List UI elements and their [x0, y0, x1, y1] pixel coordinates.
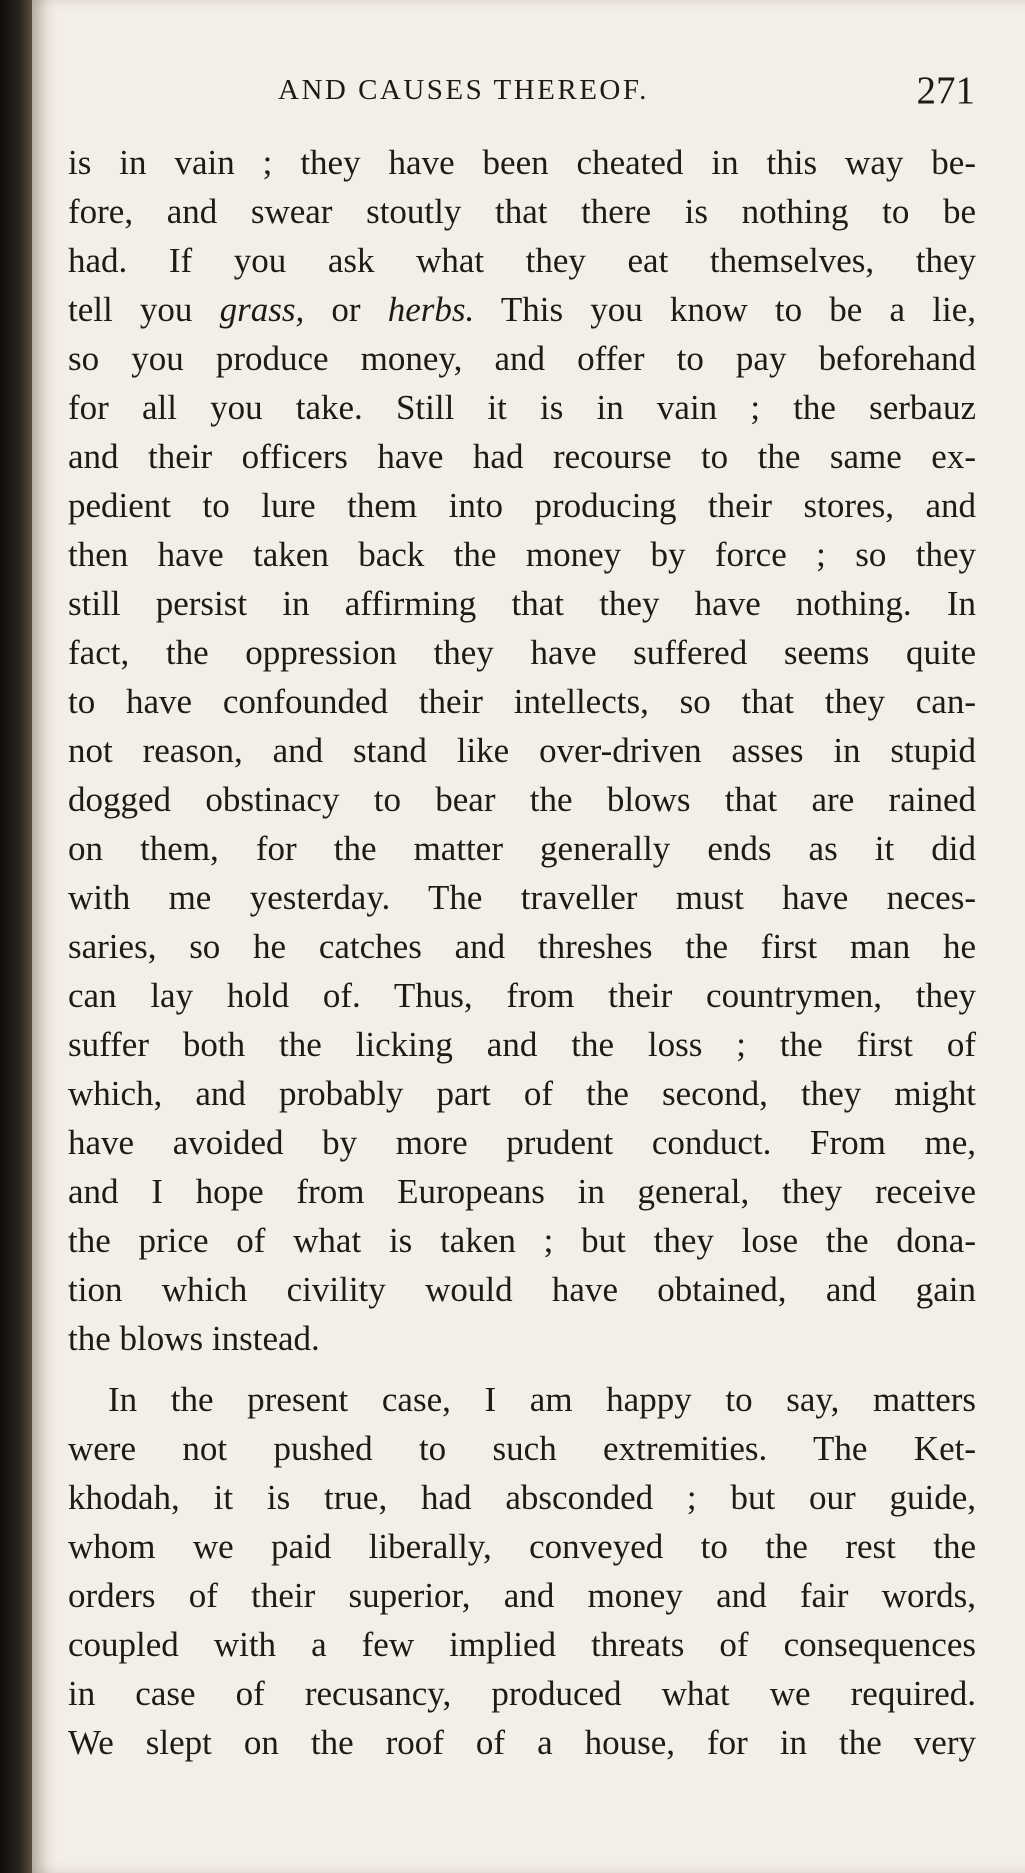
text-line: to have confounded their intellects, so that they can- — [68, 682, 976, 721]
text-line: the price of what is taken ; but they lose the dona- — [68, 1221, 976, 1260]
text-line: suffer both the licking and the loss ; the first of — [68, 1025, 976, 1064]
book-gutter — [0, 0, 32, 1873]
text-line: and I hope from Europeans in general, they receive — [68, 1172, 976, 1211]
text-line: tion which civility would have obtained, and gain — [68, 1270, 976, 1309]
text-line: on them, for the matter generally ends as it did — [68, 829, 976, 868]
text-line: fore, and swear stoutly that there is nothing to be — [68, 192, 976, 231]
text-line: which, and probably part of the second, they might — [68, 1074, 976, 1113]
text-line: dogged obstinacy to bear the blows that are rained — [68, 780, 976, 819]
text-line: had. If you ask what they eat themselves, they — [68, 241, 976, 280]
italic-word-grass: grass, — [219, 290, 305, 329]
text-line: saries, so he catches and threshes the first man he — [68, 927, 976, 966]
text-line: the blows instead. — [68, 1319, 320, 1358]
page-number: 271 — [916, 69, 975, 112]
text-fragment: This you know to be a lie, — [474, 290, 976, 329]
italic-word-herbs: herbs. — [387, 290, 475, 329]
text-line: still persist in affirming that they have nothing. In — [68, 584, 976, 623]
text-line: orders of their superior, and money and fair words, — [68, 1576, 976, 1615]
text-fragment: tell you — [68, 290, 193, 329]
text-line: pedient to lure them into producing their stores, and — [68, 486, 976, 525]
text-line: with me yesterday. The traveller must have neces- — [68, 878, 976, 917]
text-line: not reason, and stand like over-driven asses in stupid — [68, 731, 976, 770]
text-line: have avoided by more prudent conduct. From me, — [68, 1123, 976, 1162]
body-text — [68, 138, 976, 1767]
book-page — [32, 0, 1025, 1873]
text-line: so you produce money, and offer to pay beforehand — [68, 339, 976, 378]
text-line: We slept on the roof of a house, for in the very — [68, 1723, 976, 1762]
text-line: fact, the oppression they have suffered seems quite — [68, 633, 976, 672]
running-head: AND CAUSES THEREOF. — [278, 74, 649, 106]
text-line: in case of recusancy, produced what we required. — [68, 1674, 976, 1713]
text-line: In the present case, I am happy to say, matters — [108, 1380, 976, 1419]
text-line: whom we paid liberally, conveyed to the rest the — [68, 1527, 976, 1566]
text-line: then have taken back the money by force ; so they — [68, 535, 976, 574]
text-line: coupled with a few implied threats of consequences — [68, 1625, 976, 1664]
page-header — [32, 60, 1025, 120]
text-line — [68, 285, 976, 334]
text-line: can lay hold of. Thus, from their countrymen, they — [68, 976, 976, 1015]
text-line: were not pushed to such extremities. The Ket- — [68, 1429, 976, 1468]
text-line: for all you take. Still it is in vain ; the serbauz — [68, 388, 976, 427]
text-fragment: or — [304, 290, 388, 329]
text-line: and their officers have had recourse to the same ex- — [68, 437, 976, 476]
text-line: is in vain ; they have been cheated in this way be- — [68, 143, 976, 182]
text-line: khodah, it is true, had absconded ; but our guide, — [68, 1478, 976, 1517]
